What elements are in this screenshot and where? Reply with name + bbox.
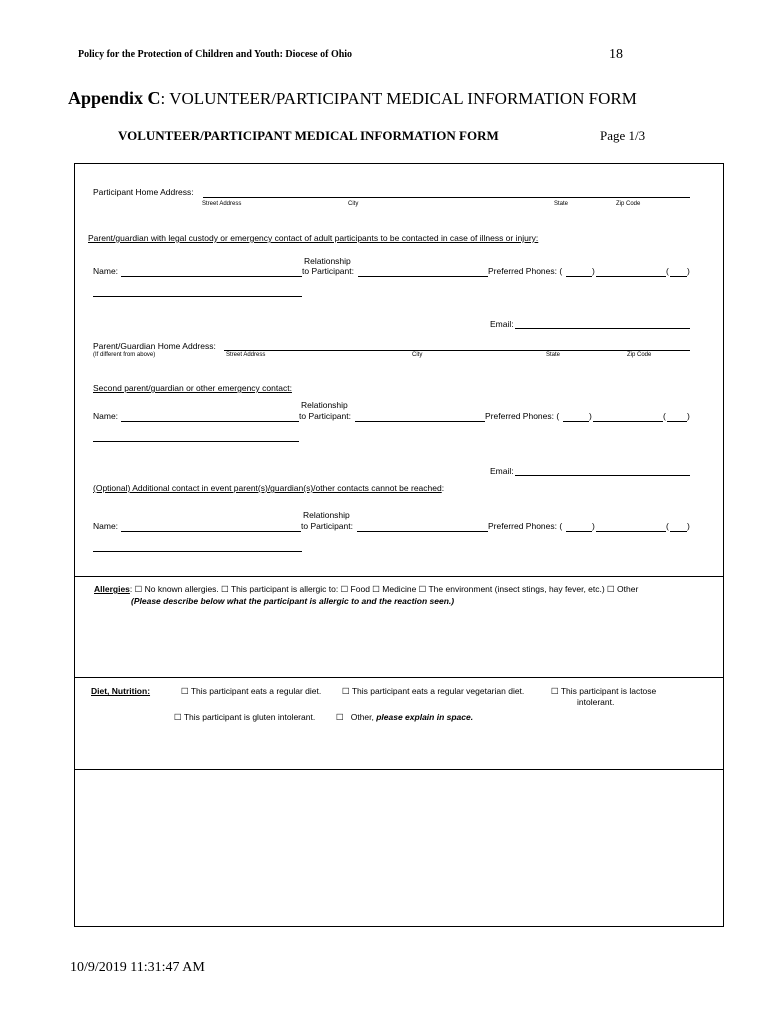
contact2-heading: Second parent/guardian or other emergency contact: xyxy=(93,383,292,393)
contact1-relationship-field[interactable] xyxy=(358,276,488,277)
contact2-name-line-2[interactable] xyxy=(93,441,299,442)
contact1-relationship-label-2: to Participant: xyxy=(302,266,354,276)
diet-lactose-continued: intolerant. xyxy=(577,697,615,707)
allergies-instruction: (Please describe below what the participant is allergic to and the reaction seen.) xyxy=(131,596,455,606)
contact1-paren-close-2: ) xyxy=(687,266,690,276)
guardian-street-caption: Street Address xyxy=(226,352,266,358)
contact3-phone1-area-field[interactable] xyxy=(566,531,592,532)
contact2-paren-close-2: ) xyxy=(687,411,690,421)
appendix-label: Appendix C xyxy=(68,88,161,108)
contact2-relationship-label-2: to Participant: xyxy=(299,411,351,421)
contact2-paren-close: ) xyxy=(589,411,592,421)
contact1-name-line-2[interactable] xyxy=(93,296,302,297)
guardian-address-label: Parent/Guardian Home Address: xyxy=(93,341,216,351)
contact1-phones-label: Preferred Phones: ( xyxy=(488,266,563,276)
contact2-relationship-field[interactable] xyxy=(355,421,485,422)
section-divider-allergies xyxy=(74,576,724,577)
contact1-name-field[interactable] xyxy=(121,276,302,277)
contact2-paren-open: ( xyxy=(663,411,666,421)
diet-lactose-checkbox[interactable]: ☐ This participant is lactose xyxy=(551,686,657,696)
diet-other-checkbox[interactable]: ☐ xyxy=(336,712,344,722)
contact3-relationship-label: Relationship xyxy=(303,510,350,520)
contact1-email-field[interactable] xyxy=(515,328,690,329)
contact2-name-label: Name: xyxy=(93,411,119,421)
guardian-address-note: (If different from above) xyxy=(93,352,156,358)
contact3-relationship-field[interactable] xyxy=(357,531,488,532)
diet-other-option xyxy=(336,712,473,723)
guardian-address-field[interactable] xyxy=(224,350,690,351)
section-divider-diet xyxy=(74,677,724,678)
contact1-phone1-field[interactable] xyxy=(596,276,666,277)
diet-other-instruction: please explain in space. xyxy=(376,712,474,722)
section-divider-notes xyxy=(74,769,724,770)
contact1-relationship-label: Relationship xyxy=(304,256,351,266)
appendix-heading: VOLUNTEER/PARTICIPANT MEDICAL INFORMATION FORM xyxy=(165,89,637,108)
city-caption: City xyxy=(348,201,359,207)
state-caption: State xyxy=(554,201,569,207)
print-timestamp: 10/9/2019 11:31:47 AM xyxy=(70,960,205,975)
contact3-phones-label: Preferred Phones: ( xyxy=(488,521,563,531)
diet-label: Diet, Nutrition: xyxy=(91,686,151,696)
participant-address-label: Participant Home Address: xyxy=(93,187,194,197)
contact2-phones-label: Preferred Phones: ( xyxy=(485,411,560,421)
contact2-email-label: Email: xyxy=(490,466,514,476)
appendix-separator: : xyxy=(160,89,166,108)
guardian-state-caption: State xyxy=(546,352,561,358)
contact1-phone1-area-field[interactable] xyxy=(566,276,592,277)
diet-gluten-checkbox[interactable]: ☐ This participant is gluten intolerant. xyxy=(174,712,316,722)
contact3-phone2-area-field[interactable] xyxy=(670,531,687,532)
contact1-name-label: Name: xyxy=(93,266,119,276)
appendix-title xyxy=(68,88,637,109)
participant-address-field[interactable] xyxy=(203,197,690,198)
contact2-email-field[interactable] xyxy=(515,475,690,476)
contact2-relationship-label: Relationship xyxy=(301,400,348,410)
contact3-heading-text: (Optional) Additional contact in event parent(s)/guardian(s)/other contacts cannot be reached xyxy=(93,483,442,493)
form-title: VOLUNTEER/PARTICIPANT MEDICAL INFORMATION FORM xyxy=(118,128,499,143)
contact3-name-field[interactable] xyxy=(121,531,301,532)
contact3-relationship-label-2: to Participant: xyxy=(301,521,353,531)
diet-regular-checkbox[interactable]: ☐ This participant eats a regular diet. xyxy=(181,686,322,696)
contact3-paren-close-2: ) xyxy=(687,521,690,531)
diet-other-text: Other, xyxy=(350,712,377,722)
contact3-heading-colon: : xyxy=(441,483,445,493)
allergies-checkbox-text[interactable]: : ☐ No known allergies. ☐ This participant is allergic to: ☐ Food ☐ Medicine ☐ The environment (insect stings, hay fever, etc.) ☐ Other xyxy=(129,584,639,594)
contact2-name-field[interactable] xyxy=(121,421,299,422)
allergies-options xyxy=(94,584,638,595)
contact3-heading xyxy=(93,483,444,493)
contact1-paren-close: ) xyxy=(592,266,595,276)
guardian-city-caption: City xyxy=(412,352,423,358)
contact1-email-label: Email: xyxy=(490,319,514,329)
form-frame xyxy=(74,163,724,927)
zip-caption: Zip Code xyxy=(616,201,641,207)
document-header: Policy for the Protection of Children and Youth: Diocese of Ohio xyxy=(78,49,353,60)
guardian-zip-caption: Zip Code xyxy=(627,352,652,358)
contact1-heading: Parent/guardian with legal custody or emergency contact of adult participants to be contacted in case of illness or injury: xyxy=(88,233,539,243)
contact3-paren-open: ( xyxy=(666,521,669,531)
contact3-paren-close: ) xyxy=(592,521,595,531)
diet-vegetarian-checkbox[interactable]: ☐ This participant eats a regular vegetarian diet. xyxy=(342,686,525,696)
form-page-indicator: Page 1/3 xyxy=(600,128,646,143)
contact2-phone1-field[interactable] xyxy=(593,421,663,422)
contact2-phone2-area-field[interactable] xyxy=(667,421,687,422)
contact3-name-line-2[interactable] xyxy=(93,551,302,552)
contact3-phone1-field[interactable] xyxy=(596,531,666,532)
contact3-name-label: Name: xyxy=(93,521,119,531)
contact1-phone2-area-field[interactable] xyxy=(670,276,687,277)
contact1-paren-open: ( xyxy=(666,266,669,276)
contact2-phone1-area-field[interactable] xyxy=(563,421,589,422)
street-caption: Street Address xyxy=(202,201,242,207)
page-number: 18 xyxy=(609,47,623,62)
allergies-label: Allergies xyxy=(94,584,130,594)
